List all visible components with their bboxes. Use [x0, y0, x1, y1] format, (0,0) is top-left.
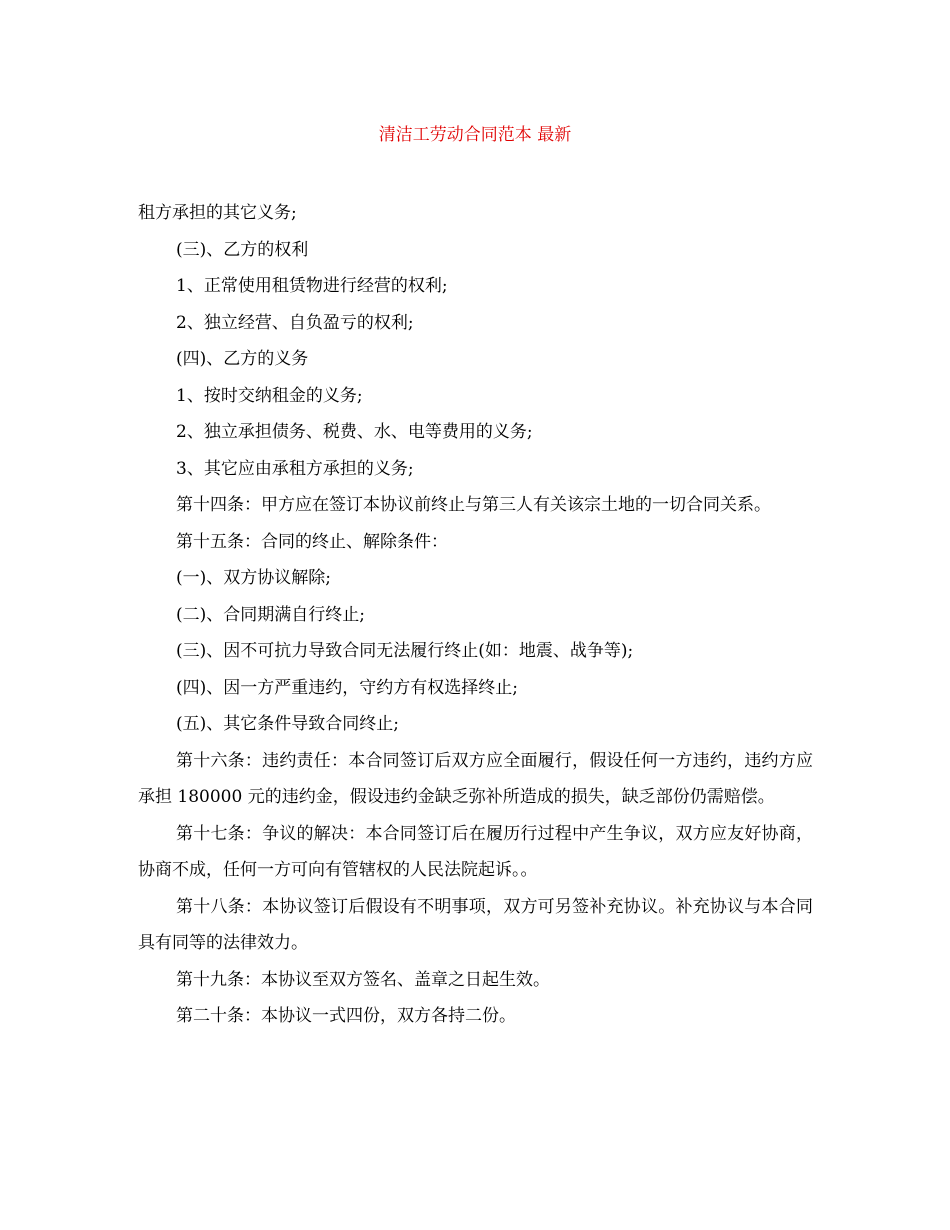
- paragraph: 第十六条：违约责任：本合同签订后双方应全面履行，假设任何一方违约，违约方应承担 180000 元的违约金，假设违约金缺乏弥补所造成的损失，缺乏部份仍需赔偿。: [138, 750, 813, 807]
- paragraph: 2、独立经营、自负盈亏的权利;: [176, 312, 414, 333]
- paragraph: (四)、乙方的义务: [176, 349, 309, 369]
- paragraph: 1、按时交纳租金的义务;: [176, 385, 363, 406]
- paragraph: 第十五条：合同的终止、解除条件：: [176, 531, 448, 552]
- paragraph: (一)、双方协议解除;: [176, 568, 331, 588]
- document-title: 清洁工劳动合同范本 最新: [378, 125, 572, 145]
- paragraph: (三)、因不可抗力导致合同无法履行终止(如：地震、战争等);: [176, 641, 634, 661]
- paragraph: 3、其它应由承租方承担的义务;: [176, 458, 414, 479]
- paragraph: (四)、因一方严重违约，守约方有权选择终止;: [176, 677, 518, 698]
- paragraph: 第十九条：本协议至双方签名、盖章之日起生效。: [176, 969, 550, 990]
- paragraph: (三)、乙方的权利: [176, 239, 309, 260]
- paragraph: (五)、其它条件导致合同终止;: [176, 714, 399, 734]
- paragraph: (二)、合同期满自行终止;: [176, 604, 365, 625]
- document-body: [138, 195, 813, 1035]
- paragraph: 第二十条：本协议一式四份，双方各持二份。: [176, 1006, 516, 1026]
- paragraph: 第十八条：本协议签订后假设有不明事项，双方可另签补充协议。补充协议与本合同具有同等的法律效力。: [138, 896, 813, 953]
- paragraph: 第十七条：争议的解决：本合同签订后在履历行过程中产生争议，双方应友好协商，协商不成，任何一方可向有管辖权的人民法院起诉。。: [138, 823, 813, 880]
- paragraph: 2、独立承担债务、税费、水、电等费用的义务;: [176, 422, 533, 442]
- paragraph: 1、正常使用租赁物进行经营的权利;: [176, 276, 448, 296]
- paragraph: 租方承担的其它义务;: [138, 203, 297, 223]
- paragraph: 第十四条：甲方应在签订本协议前终止与第三人有关该宗土地的一切合同关系。: [176, 495, 771, 515]
